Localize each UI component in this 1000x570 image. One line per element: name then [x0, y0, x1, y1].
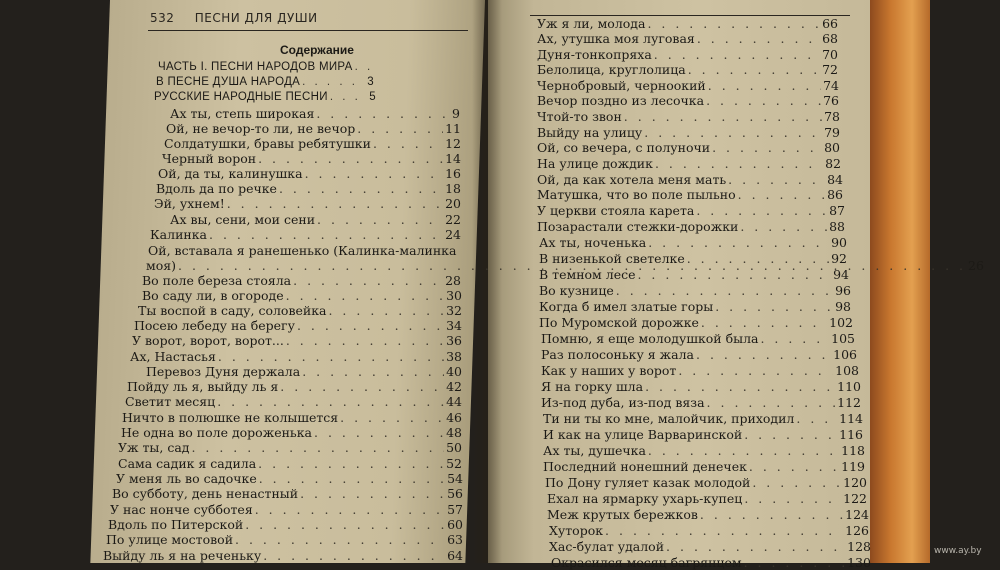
toc-entry-title: Вдоль по Питерской — [108, 517, 244, 532]
dot-leader — [297, 318, 444, 333]
toc-entry-title: Вдоль да по речке — [156, 181, 277, 196]
toc-entry-title: Калинка — [150, 227, 207, 242]
toc-entry — [125, 394, 462, 409]
toc-entry-page: 84 — [827, 172, 843, 187]
toc-entry — [156, 75, 374, 90]
toc-entry-title: Меж крутых бережков — [547, 507, 698, 522]
toc-entry — [116, 471, 463, 486]
toc-entry — [103, 548, 463, 563]
toc-entry-title: По улице мостовой — [106, 532, 234, 547]
dot-leader — [227, 196, 443, 211]
toc-entry — [537, 109, 840, 124]
toc-entry-title: По Муромской дорожке — [539, 315, 699, 330]
toc-entry-title: У нас нонче субботея — [110, 502, 253, 517]
toc-entry — [146, 364, 462, 379]
dot-leader — [191, 440, 444, 455]
toc-entry-page: 9 — [452, 106, 460, 121]
toc-entry — [537, 219, 845, 234]
toc-entry-page: 98 — [835, 299, 851, 314]
toc-entry-title: Сама садик я садила — [118, 456, 257, 471]
toc-entry-title: В темном лесе — [539, 267, 636, 282]
toc-entry — [537, 156, 841, 171]
toc-entry-page: 128 — [847, 539, 871, 554]
toc-entry-title: По Дону гуляет казак молодой — [545, 475, 751, 490]
toc-entry — [118, 456, 462, 471]
dot-leader — [738, 187, 825, 202]
toc-entry-page: 3 — [367, 76, 374, 88]
toc-entry-page: 72 — [822, 62, 838, 77]
toc-entry-page: 110 — [837, 379, 861, 394]
dot-leader — [259, 471, 445, 486]
toc-entry — [541, 363, 859, 378]
toc-entry-page: 66 — [822, 16, 838, 31]
toc-entry-title: Из-под дуба, из-под вяза — [541, 395, 705, 410]
toc-entry — [156, 181, 461, 196]
toc-entry-page: 92 — [831, 251, 847, 266]
watermark: www.ay.by — [934, 546, 982, 556]
toc-entry-title: Ты воспой в саду, соловейка — [138, 303, 327, 318]
toc-entry — [537, 62, 838, 77]
dot-leader — [300, 486, 445, 501]
dot-leader — [340, 410, 444, 425]
dot-leader — [357, 121, 443, 136]
toc-entry-title: Ой, со вечера, с полуночи — [537, 140, 711, 155]
toc-entry-title: Ах ты, ноченька — [539, 235, 647, 250]
toc-entry-page: 16 — [445, 166, 461, 181]
toc-entry-title: Выйду ль я на реченьку — [103, 548, 262, 563]
dot-leader — [258, 151, 443, 166]
toc-entry-title: Позарастали стежки-дорожки — [537, 219, 739, 234]
dot-leader — [235, 532, 445, 547]
toc-entry-title: Во субботу, день ненастный — [112, 486, 299, 501]
toc-entry-page: 106 — [833, 347, 857, 362]
dot-leader — [796, 411, 837, 426]
dot-leader — [373, 136, 443, 151]
toc-entry-page: 119 — [841, 459, 865, 474]
toc-entry — [539, 299, 851, 314]
dot-leader — [286, 333, 444, 348]
toc-entry — [547, 507, 869, 522]
toc-entry-title: У церкви стояла карета — [537, 203, 695, 218]
toc-entry — [537, 172, 843, 187]
toc-entry — [537, 16, 838, 31]
toc-entry-page: 87 — [829, 203, 845, 218]
toc-entry-page: 5 — [369, 91, 376, 103]
toc-entry — [537, 140, 840, 155]
toc-entry — [539, 267, 849, 282]
toc-entry-title: Когда б имел златые горы — [539, 299, 714, 314]
dot-leader — [255, 502, 445, 517]
running-header — [150, 11, 468, 25]
toc-entry-title: Посею лебеду на берегу — [134, 318, 295, 333]
dot-leader — [616, 283, 833, 298]
toc-entry-page: 18 — [445, 181, 461, 196]
toc-entry-title: Ехал на ярмарку ухарь-купец — [547, 491, 743, 506]
header-rule — [148, 30, 468, 31]
toc-entry — [154, 196, 461, 211]
toc-entry-page: 30 — [446, 288, 462, 303]
toc-entry — [142, 273, 461, 288]
dot-leader — [279, 181, 443, 196]
dot-leader — [740, 219, 827, 234]
toc-entry — [537, 47, 838, 62]
dot-leader — [648, 443, 839, 458]
toc-entry — [138, 303, 462, 318]
toc-entry-page: 82 — [825, 156, 841, 171]
toc-entry-page: 78 — [824, 109, 840, 124]
toc-entry-page: 24 — [445, 227, 461, 242]
toc-entry-page: 32 — [446, 303, 462, 318]
dot-leader — [355, 60, 370, 75]
toc-entry — [545, 475, 867, 490]
toc-entry-page: 96 — [835, 283, 851, 298]
dot-leader — [286, 288, 444, 303]
dot-leader — [687, 251, 829, 266]
dot-leader — [706, 93, 821, 108]
toc-entry-title: Эй, ухнем! — [154, 196, 225, 211]
dot-leader — [293, 273, 443, 288]
toc-entry-page: 26 — [968, 258, 984, 273]
toc-entry-title: Ах, Настасья — [130, 349, 216, 364]
toc-entry-title: Дуня-тонкопряха — [537, 47, 652, 62]
toc-entry-title: На улице дождик — [537, 156, 653, 171]
toc-entry-page: 122 — [843, 491, 867, 506]
toc-entry — [164, 136, 461, 151]
dot-leader — [302, 75, 365, 90]
toc-entry — [537, 93, 839, 108]
toc-entry-page: 36 — [446, 333, 462, 348]
toc-entry-page: 130 — [847, 555, 871, 570]
dot-leader — [605, 523, 843, 538]
toc-entry — [170, 106, 460, 121]
dot-leader — [645, 379, 835, 394]
dot-leader — [715, 299, 833, 314]
toc-entry — [130, 349, 462, 364]
toc-entry-title: Во саду ли, в огороде — [142, 288, 284, 303]
toc-entry-page: 114 — [839, 411, 863, 426]
toc-entry-title: В низенькой светелке — [539, 251, 685, 266]
dot-leader — [654, 47, 820, 62]
dot-leader — [744, 491, 841, 506]
toc-entry — [549, 539, 871, 554]
toc-entry — [162, 151, 461, 166]
toc-entry-title: Уж ты, сад — [118, 440, 190, 455]
toc-entry-title: Хуторок — [549, 523, 604, 538]
toc-entry — [110, 502, 463, 517]
toc-entry — [543, 459, 865, 474]
toc-entry-title: В ПЕСНЕ ДУША НАРОДА — [156, 76, 301, 88]
dot-leader — [700, 507, 843, 522]
toc-entry-title: моя) — [146, 258, 177, 273]
toc-entry-title: Вечор поздно из лесочка — [537, 93, 705, 108]
dot-leader — [263, 548, 445, 563]
toc-entry-title: Уж я ли, молода — [537, 16, 646, 31]
toc-entry — [541, 395, 861, 410]
toc-entry-title: Пойду ль я, выйду ль я — [127, 379, 279, 394]
dot-leader — [666, 539, 845, 554]
toc-entry — [122, 410, 462, 425]
toc-entry-page: 90 — [831, 235, 847, 250]
toc-entry-page: 52 — [446, 456, 462, 471]
toc-entry — [539, 235, 847, 250]
toc-entry-page: 42 — [446, 379, 462, 394]
toc-entry — [134, 318, 462, 333]
dot-leader — [217, 394, 444, 409]
toc-entry — [108, 517, 463, 532]
toc-entry — [142, 288, 462, 303]
toc-entry-page: 64 — [447, 548, 463, 563]
toc-entry-title: Черный ворон — [162, 151, 257, 166]
toc-entry-page: 102 — [829, 315, 853, 330]
dot-leader — [697, 31, 820, 46]
toc-entry-page: 94 — [833, 267, 849, 282]
book-cover-edge — [870, 0, 930, 563]
dot-leader — [314, 425, 444, 440]
dot-leader — [678, 363, 833, 378]
page-number: 532 — [150, 11, 175, 25]
toc-entry-page: 116 — [839, 427, 863, 442]
toc-entry — [148, 243, 456, 258]
toc-title: Содержание — [280, 43, 354, 57]
toc-entry-title: Помню, я еще молодушкой была — [541, 331, 759, 346]
toc-entry-title: Последний нонешний денечек — [543, 459, 747, 474]
toc-entry-page: 120 — [843, 475, 867, 490]
toc-entry-page: 38 — [446, 349, 462, 364]
dot-leader — [707, 395, 836, 410]
toc-entry — [166, 121, 461, 136]
toc-entry — [158, 166, 461, 181]
dot-leader — [305, 166, 444, 181]
toc-entry — [547, 491, 867, 506]
dot-leader — [744, 427, 837, 442]
toc-entry — [112, 486, 463, 501]
toc-entry-page: 124 — [845, 507, 869, 522]
toc-entry — [543, 427, 863, 442]
toc-entry-title: У меня ль во садочке — [116, 471, 257, 486]
toc-entry — [541, 347, 857, 362]
toc-entry-title: И как на улице Варваринской — [543, 427, 743, 442]
toc-entry-title: Я на горку шла — [541, 379, 644, 394]
dot-leader — [245, 517, 445, 532]
dot-leader — [696, 203, 827, 218]
toc-entry-page: 28 — [445, 273, 461, 288]
dot-leader — [688, 62, 820, 77]
toc-entry-title: Во кузнице — [539, 283, 614, 298]
toc-entry-title: Солдатушки, бравы ребятушки — [164, 136, 371, 151]
toc-entry-title: Ой, не вечор-то ли, не вечор — [166, 121, 356, 136]
toc-entry-title: Ой, да ты, калинушка — [158, 166, 303, 181]
toc-entry — [106, 532, 463, 547]
dot-leader — [624, 109, 822, 124]
toc-entry-title: Ой, вставала я ранешенько (Калинка-малинка — [148, 243, 457, 258]
toc-entry-title: Во поле береза стояла — [142, 273, 292, 288]
toc-entry-page: 54 — [447, 471, 463, 486]
toc-entry — [121, 425, 462, 440]
dot-leader — [648, 235, 829, 250]
toc-entry-page: 74 — [823, 78, 839, 93]
toc-entry-page: 118 — [841, 443, 865, 458]
book-gutter — [472, 0, 502, 563]
dot-leader — [258, 456, 444, 471]
dot-leader — [644, 125, 822, 140]
toc-entry-page: 60 — [447, 517, 463, 532]
toc-entry-title: Белолица, круглолица — [537, 62, 686, 77]
running-header-title: ПЕСНИ ДЛЯ ДУШИ — [194, 11, 318, 25]
dot-leader — [316, 106, 450, 121]
toc-entry-page: 14 — [445, 151, 461, 166]
toc-entry-title: Ах ты, душечка — [543, 443, 646, 458]
dot-leader — [280, 379, 444, 394]
toc-entry — [537, 125, 840, 140]
toc-entry-page: 34 — [446, 318, 462, 333]
toc-entry-page: 50 — [446, 440, 462, 455]
toc-entry-page: 88 — [829, 219, 845, 234]
toc-entry-page: 12 — [445, 136, 461, 151]
toc-entry-page: 86 — [827, 187, 843, 202]
dot-leader — [637, 267, 831, 282]
toc-entry — [539, 283, 851, 298]
toc-entry-page: 112 — [837, 395, 861, 410]
dot-leader — [209, 227, 443, 242]
dot-leader — [328, 303, 444, 318]
toc-entry — [539, 251, 847, 266]
toc-entry-page: 80 — [824, 140, 840, 155]
toc-entry-title: Матушка, что во поле пыльно — [537, 187, 736, 202]
toc-entry — [537, 187, 843, 202]
toc-entry — [541, 379, 861, 394]
toc-entry-title: Ти ни ты ко мне, малойчик, приходил — [543, 411, 795, 426]
toc-entry-title: Перевоз Дуня держала — [146, 364, 301, 379]
toc-entry — [158, 60, 372, 75]
toc-entry — [539, 315, 853, 330]
dot-leader — [701, 315, 827, 330]
toc-entry-page: 11 — [445, 121, 461, 136]
toc-entry — [549, 523, 869, 538]
toc-entry-title: Ой, да как хотела меня мать — [537, 172, 727, 187]
toc-entry-title: РУССКИЕ НАРОДНЫЕ ПЕСНИ — [154, 91, 328, 103]
dot-leader — [712, 140, 822, 155]
toc-entry-title: Как у наших у ворот — [541, 363, 677, 378]
toc-entry — [154, 90, 376, 105]
toc-entry-page: 46 — [446, 410, 462, 425]
toc-entry — [543, 411, 863, 426]
toc-entry — [127, 379, 462, 394]
toc-entry-page: 70 — [822, 47, 838, 62]
toc-entry — [537, 203, 845, 218]
toc-entry-title: Ах, утушка моя луговая — [537, 31, 695, 46]
toc-entry-title: Чтой-то звон — [537, 109, 622, 124]
toc-entry-title: Хас-булат удалой — [549, 539, 665, 554]
toc-entry — [170, 212, 461, 227]
toc-entry — [132, 333, 462, 348]
toc-entry — [118, 440, 462, 455]
dot-leader — [696, 347, 831, 362]
dot-leader — [708, 78, 821, 93]
dot-leader — [752, 475, 841, 490]
toc-entry-title: Ничто в полюшке не колышется — [122, 410, 339, 425]
toc-entry-title: Раз полосоньку я жала — [541, 347, 694, 362]
toc-entry-title: Светит месяц — [125, 394, 216, 409]
dot-leader — [728, 172, 825, 187]
toc-entry-page: 68 — [822, 31, 838, 46]
toc-entry-title: ЧАСТЬ I. ПЕСНИ НАРОДОВ МИРА — [158, 61, 353, 73]
dot-leader — [760, 331, 829, 346]
toc-entry — [150, 227, 461, 242]
toc-entry-page: 57 — [447, 502, 463, 517]
dot-leader — [218, 349, 444, 364]
toc-entry-title: Чернобровый, черноокий — [537, 78, 706, 93]
toc-entry — [543, 443, 865, 458]
toc-entry-page: 76 — [823, 93, 839, 108]
dot-leader — [655, 156, 823, 171]
toc-entry-page: 79 — [824, 125, 840, 140]
toc-entry-page: 126 — [845, 523, 869, 538]
toc-entry-page: 108 — [835, 363, 859, 378]
toc-entry-title: У ворот, ворот, ворот... — [132, 333, 284, 348]
toc-entry-title: Не одна во поле дороженька — [121, 425, 313, 440]
toc-entry-page: 48 — [446, 425, 462, 440]
dot-leader — [302, 364, 444, 379]
toc-entry-page: 105 — [831, 331, 855, 346]
toc-entry-title: Ах ты, степь широкая — [170, 106, 315, 121]
toc-entry-page: 63 — [447, 532, 463, 547]
dot-leader — [647, 16, 820, 31]
toc-entry — [541, 331, 855, 346]
dot-leader — [317, 212, 443, 227]
toc-entry-page: 22 — [445, 212, 461, 227]
toc-entry-title: Ах вы, сени, мои сени — [170, 212, 316, 227]
dot-leader — [330, 90, 367, 105]
toc-entry-page: 44 — [446, 394, 462, 409]
toc-entry-page: 20 — [445, 196, 461, 211]
toc-entry — [537, 31, 838, 46]
toc-entry-page: 40 — [446, 364, 462, 379]
dot-leader — [749, 459, 839, 474]
toc-entry-page: 56 — [447, 486, 463, 501]
toc-entry — [537, 78, 839, 93]
toc-entry-title: Окрасился месяц багрянцем — [551, 555, 742, 570]
toc-entry-title: Выйду на улицу — [537, 125, 643, 140]
